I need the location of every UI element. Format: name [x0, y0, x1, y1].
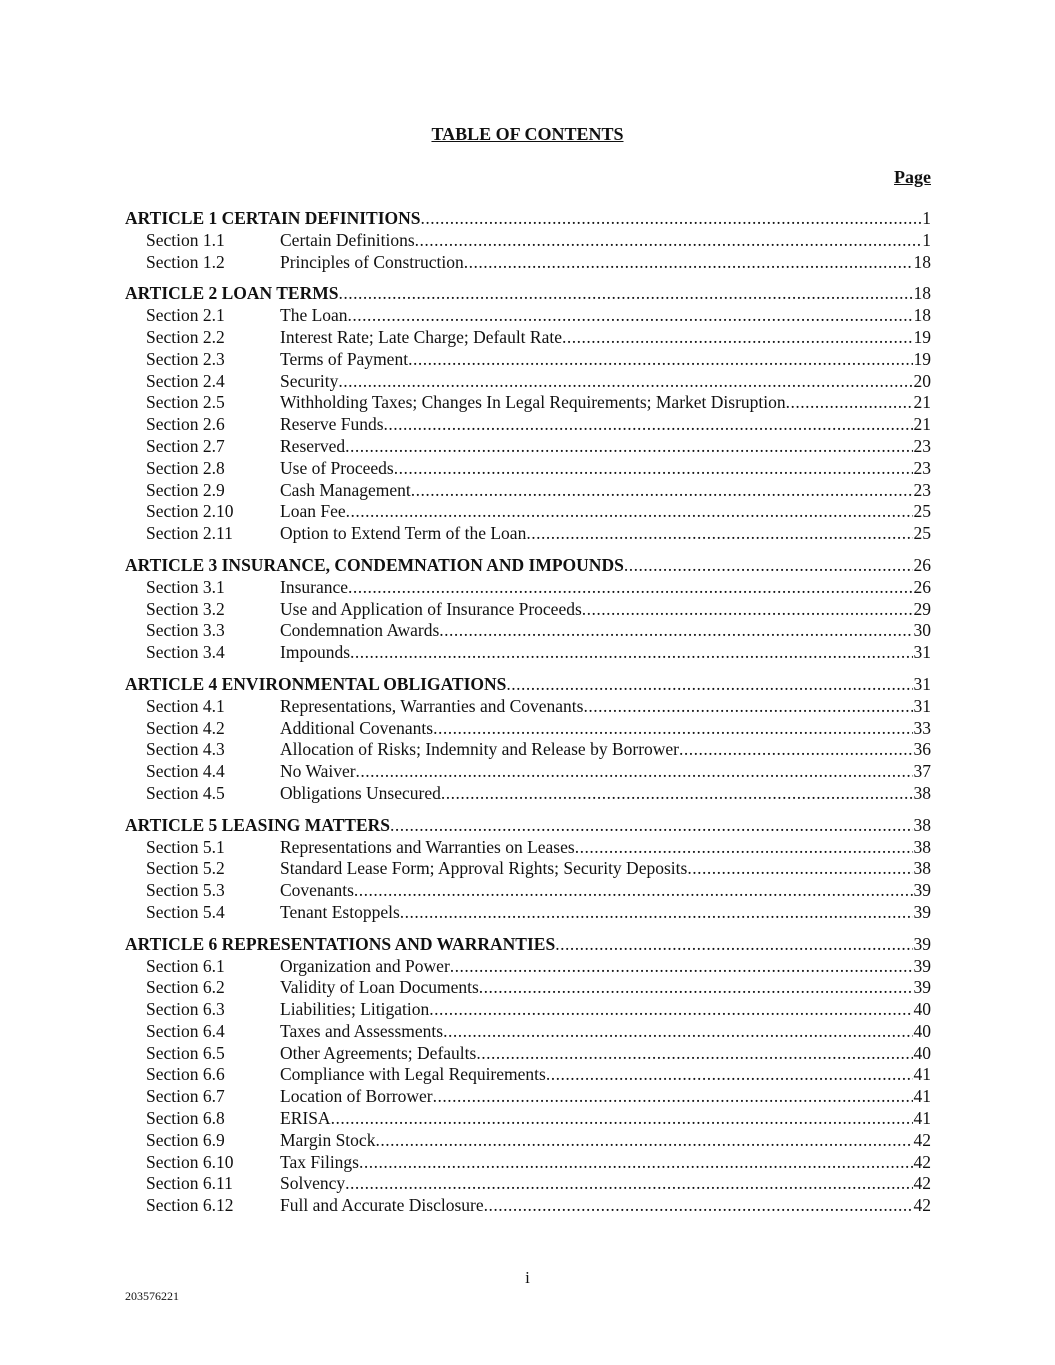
toc-section-entry[interactable] [125, 577, 931, 599]
section-number: Section 2.10 [146, 501, 234, 522]
toc-section-entry[interactable] [125, 1130, 931, 1152]
toc-article-entry[interactable] [125, 934, 931, 956]
section-page-number: 19 [913, 326, 931, 347]
dot-leader [348, 577, 912, 599]
dot-leader [506, 674, 912, 696]
section-page-number: 31 [913, 695, 931, 716]
section-title: Certain Definitions [280, 229, 415, 250]
dot-leader [345, 436, 912, 458]
section-number: Section 5.4 [146, 901, 225, 922]
toc-section-entry[interactable] [125, 1086, 931, 1108]
section-page-number: 40 [913, 999, 931, 1020]
section-page-number: 39 [913, 955, 931, 976]
section-page-number: 23 [913, 457, 931, 478]
section-page-number: 20 [913, 370, 931, 391]
section-page-number: 33 [913, 717, 931, 738]
dot-leader [433, 1086, 913, 1108]
section-page-number: 18 [913, 305, 931, 326]
section-title: Cash Management [280, 479, 411, 500]
section-number: Section 6.8 [146, 1108, 225, 1129]
toc-article-block [125, 283, 931, 545]
article-page-number: 18 [913, 283, 931, 304]
toc-section-entry[interactable] [125, 858, 931, 880]
toc-section-entry[interactable] [125, 1064, 931, 1086]
section-number: Section 2.8 [146, 457, 225, 478]
section-title: Allocation of Risks; Indemnity and Release by Borrower [280, 739, 680, 760]
section-title: Location of Borrower [280, 1086, 433, 1107]
toc-article-entry[interactable] [125, 283, 931, 305]
dot-leader [439, 620, 912, 642]
toc-section-entry[interactable] [125, 1152, 931, 1174]
dot-leader [338, 371, 912, 393]
dot-leader [679, 739, 912, 761]
section-title: Option to Extend Term of the Loan [280, 523, 527, 544]
section-page-number: 21 [913, 392, 931, 413]
toc-section-entry[interactable] [125, 480, 931, 502]
toc-section-entry[interactable] [125, 414, 931, 436]
section-page-number: 26 [913, 576, 931, 597]
section-number: Section 3.1 [146, 576, 225, 597]
section-page-number: 38 [913, 836, 931, 857]
section-title: Reserve Funds [280, 414, 384, 435]
dot-leader [583, 696, 912, 718]
section-title: Representations and Warranties on Leases [280, 836, 575, 857]
toc-article-entry[interactable] [125, 555, 931, 577]
dot-leader [359, 1152, 913, 1174]
dot-leader [346, 501, 913, 523]
section-number: Section 6.3 [146, 999, 225, 1020]
dot-leader [348, 305, 913, 327]
section-title: Compliance with Legal Requirements [280, 1064, 546, 1085]
dot-leader [356, 761, 913, 783]
dot-leader [400, 902, 913, 924]
toc-section-entry[interactable] [125, 1043, 931, 1065]
section-title: Insurance [280, 576, 349, 597]
article-title: ARTICLE 1 CERTAIN DEFINITIONS [125, 208, 421, 228]
section-page-number: 39 [913, 977, 931, 998]
section-page-number: 23 [913, 435, 931, 456]
section-number: Section 5.3 [146, 880, 225, 901]
section-number: Section 6.5 [146, 1042, 225, 1063]
article-title: ARTICLE 3 INSURANCE, CONDEMNATION AND IMPOUNDS [125, 554, 624, 575]
section-title: No Waiver [280, 761, 356, 782]
dot-leader [384, 414, 913, 436]
section-number: Section 2.7 [146, 435, 225, 456]
section-title: Margin Stock [280, 1129, 376, 1150]
toc-section-entry[interactable] [125, 956, 931, 978]
toc-article-block [125, 555, 931, 664]
section-title: Principles of Construction [280, 251, 464, 272]
section-number: Section 5.2 [146, 858, 225, 879]
section-number: Section 6.11 [146, 1173, 233, 1194]
dot-leader [443, 1021, 912, 1043]
section-page-number: 21 [913, 414, 931, 435]
dot-leader [421, 208, 922, 230]
section-number: Section 3.4 [146, 642, 225, 663]
section-title: Condemnation Awards [280, 620, 440, 641]
dot-leader [624, 555, 913, 577]
dot-leader [464, 252, 913, 274]
toc-section-entry[interactable] [125, 371, 931, 393]
section-title: Obligations Unsecured [280, 782, 441, 803]
article-title: ARTICLE 2 LOAN TERMS [125, 283, 339, 304]
section-number: Section 2.9 [146, 479, 225, 500]
section-title: ERISA [280, 1108, 331, 1129]
toc-section-entry[interactable] [125, 761, 931, 783]
toc-article-entry[interactable] [125, 815, 931, 837]
section-number: Section 2.3 [146, 348, 225, 369]
section-number: Section 4.4 [146, 761, 225, 782]
dot-leader [390, 815, 912, 837]
section-title: Interest Rate; Late Charge; Default Rate [280, 326, 562, 347]
toc-section-entry[interactable] [125, 739, 931, 761]
section-number: Section 4.2 [146, 717, 225, 738]
section-number: Section 2.2 [146, 326, 225, 347]
toc-section-entry[interactable] [125, 977, 931, 999]
article-page-number: 26 [913, 554, 931, 575]
section-title: Taxes and Assessments [280, 1020, 444, 1041]
section-title: Use and Application of Insurance Proceeds [280, 598, 582, 619]
section-page-number: 41 [913, 1108, 931, 1129]
section-number: Section 4.5 [146, 782, 225, 803]
dot-leader [526, 523, 912, 545]
section-title: Liabilities; Litigation [280, 999, 430, 1020]
section-title: Additional Covenants [280, 717, 434, 738]
toc-section-entry[interactable] [125, 999, 931, 1021]
section-page-number: 36 [913, 739, 931, 760]
toc-article-block [125, 934, 931, 1217]
section-page-number: 40 [913, 1020, 931, 1041]
section-page-number: 29 [913, 598, 931, 619]
section-title: Withholding Taxes; Changes In Legal Requirements; Market Disruption [280, 392, 786, 413]
dot-leader [433, 718, 912, 740]
dot-leader [338, 283, 912, 305]
document-id: 203576221 [125, 1289, 179, 1303]
section-number: Section 6.7 [146, 1086, 225, 1107]
document-title: TABLE OF CONTENTS [431, 124, 624, 144]
toc-section-entry[interactable] [125, 642, 931, 664]
toc-section-entry[interactable] [125, 501, 931, 523]
section-page-number: 39 [913, 901, 931, 922]
dot-leader [786, 392, 913, 414]
toc-article-block [125, 208, 931, 273]
table-of-contents [125, 208, 931, 1217]
dot-leader [394, 458, 913, 480]
toc-section-entry[interactable] [125, 1195, 931, 1217]
section-title: Loan Fee [280, 501, 346, 522]
section-number: Section 2.1 [146, 305, 225, 326]
section-title: Organization and Power [280, 955, 450, 976]
toc-section-entry[interactable] [125, 696, 931, 718]
section-number: Section 2.6 [146, 414, 225, 435]
section-page-number: 25 [913, 523, 931, 544]
section-number: Section 6.9 [146, 1129, 225, 1150]
dot-leader [429, 999, 912, 1021]
article-page-number: 1 [922, 208, 931, 228]
section-title: Solvency [280, 1173, 346, 1194]
toc-section-entry[interactable] [125, 880, 931, 902]
section-title: Tax Filings [280, 1151, 359, 1172]
section-page-number: 38 [913, 782, 931, 803]
toc-section-entry[interactable] [125, 902, 931, 924]
dot-leader [331, 1108, 913, 1130]
toc-section-entry[interactable] [125, 783, 931, 805]
section-number: Section 6.4 [146, 1020, 225, 1041]
dot-leader [479, 977, 913, 999]
section-number: Section 6.2 [146, 977, 225, 998]
article-title: ARTICLE 6 REPRESENTATIONS AND WARRANTIES [125, 933, 556, 954]
article-title: ARTICLE 5 LEASING MATTERS [125, 814, 391, 835]
section-page-number: 31 [913, 642, 931, 663]
section-number: Section 1.2 [146, 251, 225, 272]
toc-section-entry[interactable] [125, 327, 931, 349]
toc-article-entry[interactable] [125, 208, 931, 230]
dot-leader [408, 349, 912, 371]
toc-section-entry[interactable] [125, 523, 931, 545]
section-page-number: 25 [913, 501, 931, 522]
section-number: Section 6.1 [146, 955, 225, 976]
section-page-number: 19 [913, 348, 931, 369]
section-number: Section 2.4 [146, 370, 225, 391]
section-page-number: 37 [913, 761, 931, 782]
dot-leader [476, 1043, 912, 1065]
dot-leader [441, 783, 913, 805]
article-page-number: 38 [913, 814, 931, 835]
section-title: Validity of Loan Documents [280, 977, 479, 998]
section-number: Section 4.3 [146, 739, 225, 760]
section-page-number: 23 [913, 479, 931, 500]
toc-section-entry[interactable] [125, 1173, 931, 1195]
dot-leader [687, 858, 912, 880]
footer-page-number: i [525, 1268, 530, 1287]
section-title: Standard Lease Form; Approval Rights; Security Deposits [280, 858, 688, 879]
section-page-number: 38 [913, 858, 931, 879]
section-number: Section 5.1 [146, 836, 225, 857]
dot-leader [546, 1064, 913, 1086]
dot-leader [450, 956, 913, 978]
section-number: Section 3.2 [146, 598, 225, 619]
toc-section-entry[interactable] [125, 252, 931, 274]
section-number: Section 6.12 [146, 1195, 234, 1216]
section-number: Section 2.5 [146, 392, 225, 413]
section-title: Impounds [280, 642, 350, 663]
dot-leader [582, 599, 913, 621]
toc-article-entry[interactable] [125, 674, 931, 696]
toc-section-entry[interactable] [125, 230, 931, 252]
section-title: Tenant Estoppels [280, 901, 400, 922]
section-page-number: 18 [913, 251, 931, 272]
section-page-number: 41 [913, 1086, 931, 1107]
section-page-number: 40 [913, 1042, 931, 1063]
toc-section-entry[interactable] [125, 599, 931, 621]
section-number: Section 2.11 [146, 523, 233, 544]
section-title: Full and Accurate Disclosure [280, 1195, 484, 1216]
toc-section-entry[interactable] [125, 392, 931, 414]
section-number: Section 3.3 [146, 620, 225, 641]
toc-article-block [125, 674, 931, 805]
section-title: Covenants [280, 880, 354, 901]
toc-section-entry[interactable] [125, 349, 931, 371]
section-page-number: 1 [922, 229, 931, 250]
section-page-number: 42 [913, 1195, 931, 1216]
section-number: Section 6.10 [146, 1151, 234, 1172]
toc-article-block [125, 815, 931, 924]
dot-leader [575, 837, 913, 859]
section-title: Terms of Payment [280, 348, 409, 369]
toc-section-entry[interactable] [125, 436, 931, 458]
section-page-number: 41 [913, 1064, 931, 1085]
dot-leader [562, 327, 913, 349]
dot-leader [555, 934, 912, 956]
dot-leader [415, 230, 922, 252]
section-title: Other Agreements; Defaults [280, 1042, 477, 1063]
section-number: Section 6.6 [146, 1064, 225, 1085]
article-page-number: 31 [913, 673, 931, 694]
toc-section-entry[interactable] [125, 718, 931, 740]
section-page-number: 39 [913, 880, 931, 901]
toc-section-entry[interactable] [125, 1108, 931, 1130]
dot-leader [375, 1130, 912, 1152]
section-title: Representations, Warranties and Covenants [280, 695, 584, 716]
toc-section-entry[interactable] [125, 1021, 931, 1043]
section-title: Security [280, 370, 339, 391]
article-title: ARTICLE 4 ENVIRONMENTAL OBLIGATIONS [125, 673, 507, 694]
page-column-header: Page [894, 167, 931, 187]
section-page-number: 42 [913, 1151, 931, 1172]
toc-section-entry[interactable] [125, 837, 931, 859]
dot-leader [350, 642, 913, 664]
dot-leader [354, 880, 913, 902]
section-title: The Loan [280, 305, 348, 326]
dot-leader [411, 480, 913, 502]
section-page-number: 42 [913, 1173, 931, 1194]
dot-leader [484, 1195, 913, 1217]
article-page-number: 39 [913, 933, 931, 954]
toc-section-entry[interactable] [125, 305, 931, 327]
section-page-number: 30 [913, 620, 931, 641]
section-number: Section 1.1 [146, 229, 225, 250]
toc-section-entry[interactable] [125, 458, 931, 480]
toc-section-entry[interactable] [125, 620, 931, 642]
section-title: Use of Proceeds [280, 457, 394, 478]
section-page-number: 42 [913, 1129, 931, 1150]
section-number: Section 4.1 [146, 695, 225, 716]
dot-leader [345, 1173, 912, 1195]
section-title: Reserved [280, 435, 346, 456]
